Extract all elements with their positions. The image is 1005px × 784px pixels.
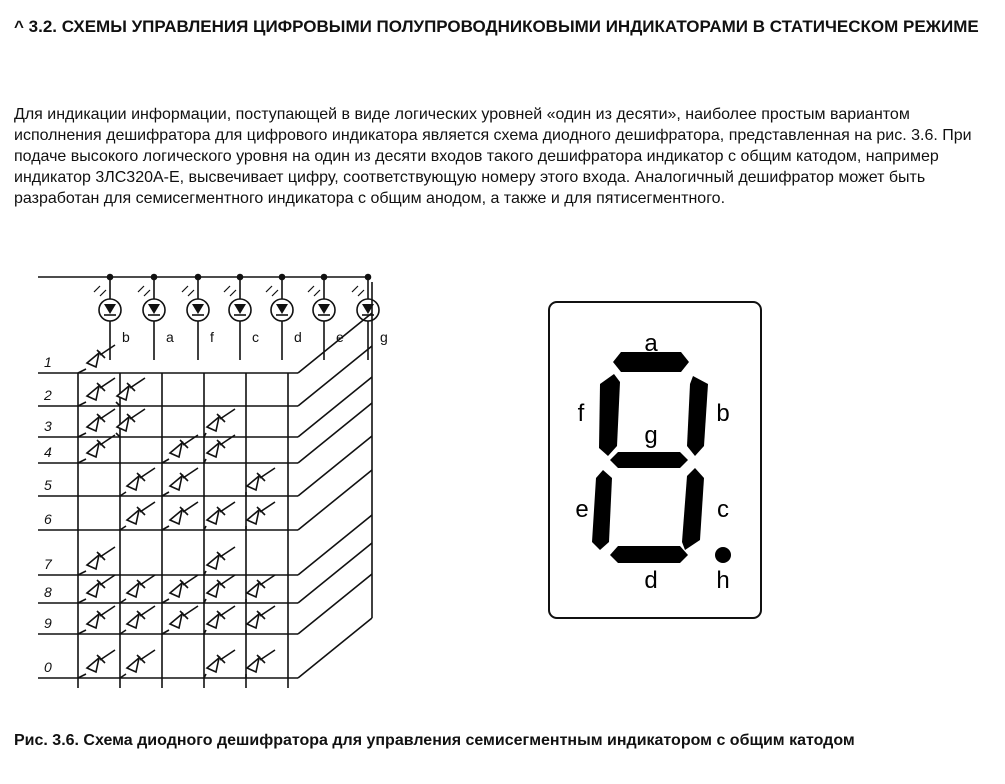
row-oblique	[298, 436, 372, 496]
diode-wire	[183, 468, 198, 478]
diode-wire	[220, 650, 235, 660]
column-label: a	[166, 329, 174, 345]
diode-wire	[100, 606, 115, 616]
diode-icon	[207, 614, 219, 628]
light-arrow	[230, 290, 236, 296]
diode-icon	[87, 443, 99, 457]
light-arrow	[94, 286, 100, 292]
diode-icon	[207, 555, 219, 569]
diode-wire	[220, 606, 235, 616]
row-oblique	[298, 515, 372, 575]
light-arrow	[144, 290, 150, 296]
diode-icon	[87, 386, 99, 400]
figure-caption: Рис. 3.6. Схема диодного дешифратора для управления семисегментным индикатором с общим катодом	[14, 732, 855, 749]
diode-wire	[140, 575, 155, 585]
light-arrow	[138, 286, 144, 292]
diode-icon	[170, 614, 182, 628]
column-label: b	[122, 329, 130, 345]
row-label: 9	[44, 615, 52, 631]
column-label: e	[336, 329, 344, 345]
junction	[280, 275, 285, 280]
junction	[322, 275, 327, 280]
column-label: f	[210, 329, 214, 345]
light-arrow	[188, 290, 194, 296]
diode-wire	[183, 606, 198, 616]
row-oblique	[298, 618, 372, 678]
segment-g	[610, 452, 688, 468]
diode-icon	[247, 476, 259, 490]
diode-wire	[130, 378, 145, 388]
diode-wire	[260, 575, 275, 585]
light-arrow	[182, 286, 188, 292]
junction	[152, 275, 157, 280]
decimal-point	[715, 547, 731, 563]
junction	[108, 275, 113, 280]
diode-wire	[260, 606, 275, 616]
diode-icon	[87, 555, 99, 569]
diode-wire	[140, 468, 155, 478]
light-arrow	[100, 290, 106, 296]
diode-icon	[247, 583, 259, 597]
light-arrow	[272, 290, 278, 296]
diode-icon	[127, 583, 139, 597]
diode-wire	[100, 345, 115, 355]
row-label: 6	[44, 511, 52, 527]
light-arrow	[308, 286, 314, 292]
row-oblique	[298, 377, 372, 437]
column-label: g	[380, 329, 388, 345]
junction	[366, 275, 371, 280]
diode-icon	[247, 658, 259, 672]
diode-icon	[117, 386, 129, 400]
diode-icon	[127, 510, 139, 524]
label-e: e	[575, 496, 589, 523]
diode-icon	[127, 614, 139, 628]
label-g: g	[644, 422, 658, 449]
row-label: 5	[44, 477, 52, 493]
diode-wire	[100, 547, 115, 557]
diode-icon	[117, 417, 129, 431]
diode-icon	[87, 583, 99, 597]
diode-icon	[207, 417, 219, 431]
label-h: h	[716, 567, 730, 594]
label-d: d	[644, 567, 658, 594]
row-label: 2	[44, 387, 52, 403]
row-oblique	[298, 403, 372, 463]
label-a: a	[644, 330, 658, 357]
light-arrow	[352, 286, 358, 292]
diode-wire	[100, 409, 115, 419]
diode-wire	[260, 502, 275, 512]
diode-wire	[130, 409, 145, 419]
row-oblique	[298, 574, 372, 634]
row-label: 3	[44, 418, 52, 434]
diode-icon	[247, 614, 259, 628]
diode-icon	[170, 476, 182, 490]
diode-icon	[87, 417, 99, 431]
light-arrow	[266, 286, 272, 292]
segment-d	[610, 546, 688, 563]
diode-icon	[87, 614, 99, 628]
diode-wire	[220, 575, 235, 585]
section-heading: ^ 3.2. СХЕМЫ УПРАВЛЕНИЯ ЦИФРОВЫМИ ПОЛУПРОВОДНИКОВЫМИ ИНДИКАТОРАМИ В СТАТИЧЕСКОМ РЕЖИМЕ	[14, 17, 979, 36]
diode-wire	[260, 650, 275, 660]
diode-icon	[87, 353, 99, 367]
row-label: 7	[44, 556, 52, 572]
diode-icon	[207, 443, 219, 457]
diode-wire	[220, 409, 235, 419]
label-b: b	[716, 400, 730, 427]
diode-wire	[183, 502, 198, 512]
row-oblique	[298, 313, 372, 373]
diode-icon	[207, 583, 219, 597]
row-label: 8	[44, 584, 52, 600]
diode-wire	[220, 502, 235, 512]
diode-wire	[140, 606, 155, 616]
junction	[196, 275, 201, 280]
diode-wire	[140, 502, 155, 512]
diode-wire	[100, 378, 115, 388]
light-arrow	[314, 290, 320, 296]
diode-icon	[207, 658, 219, 672]
diode-wire	[100, 575, 115, 585]
row-label: 0	[44, 659, 52, 675]
diode-wire	[140, 650, 155, 660]
diode-icon	[247, 510, 259, 524]
row-oblique	[298, 346, 372, 406]
diode-icon	[87, 658, 99, 672]
diode-icon	[170, 443, 182, 457]
column-label: c	[252, 329, 259, 345]
light-arrow	[224, 286, 230, 292]
segment-f	[599, 374, 620, 456]
diode-icon	[127, 658, 139, 672]
light-arrow	[358, 290, 364, 296]
junction	[238, 275, 243, 280]
diode-wire	[183, 575, 198, 585]
diode-matrix	[38, 275, 388, 689]
diode-icon	[127, 476, 139, 490]
diode-icon	[170, 510, 182, 524]
label-c: c	[717, 496, 729, 523]
diode-wire	[220, 547, 235, 557]
diode-icon	[170, 583, 182, 597]
body-paragraph: Для индикации информации, поступающей в виде логических уровней «один из десяти», наиболее простым вариантом исполнения дешифратора для цифрового индикатора является схема диодного дешифратора, представленная на рис. 3.6. При подаче высокого логического уровня на один из десяти входов такого дешифратора индикатор с общим катодом, например индикатор 3ЛС320А-Е, высвечивает цифру, соответствующую номеру этого входа. Аналогичный дешифратор может быть разработан для семисегментного индикатора с общим анодом, а также и для пятисегментного.	[14, 106, 972, 207]
diode-wire	[260, 468, 275, 478]
column-label: d	[294, 329, 302, 345]
diode-wire	[100, 650, 115, 660]
row-oblique	[298, 543, 372, 603]
row-oblique	[298, 470, 372, 530]
row-label: 4	[44, 444, 52, 460]
row-label: 1	[44, 354, 52, 370]
figure-diagram	[0, 260, 1005, 720]
diode-icon	[207, 510, 219, 524]
label-f: f	[577, 400, 585, 427]
seven-segment-indicator	[549, 302, 761, 618]
